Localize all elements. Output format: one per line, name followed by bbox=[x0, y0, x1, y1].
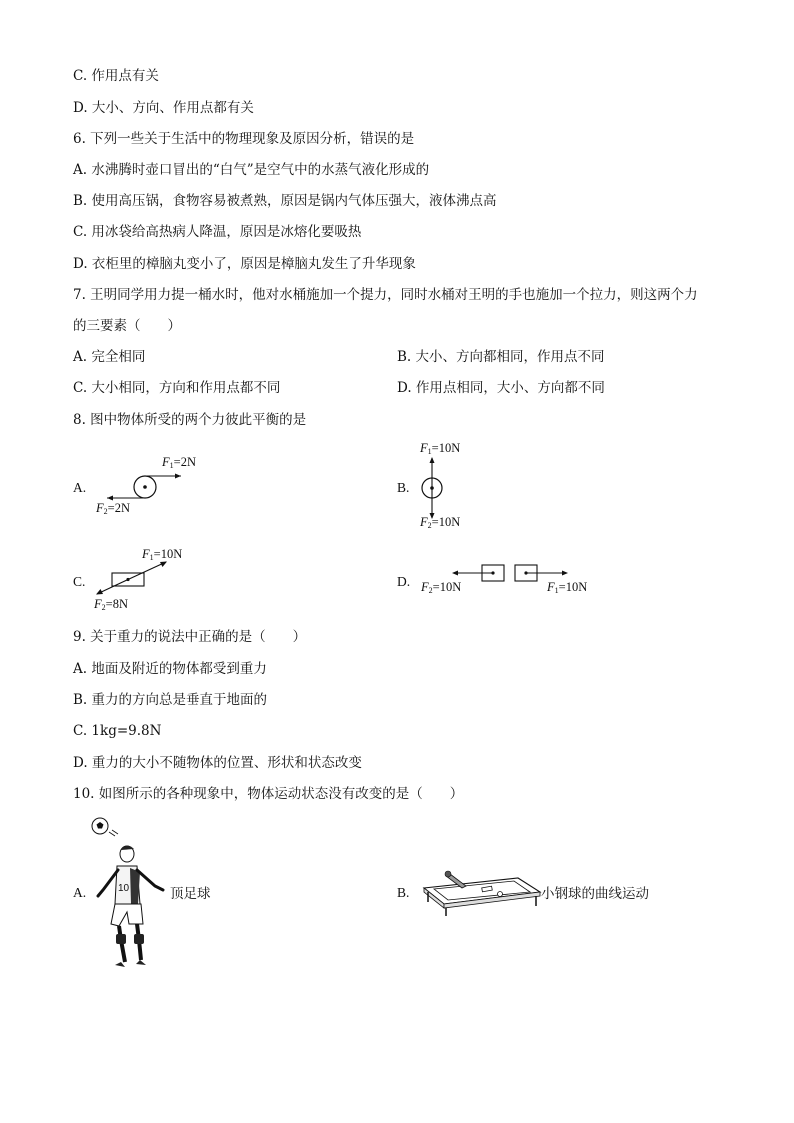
steel-ball bbox=[498, 892, 503, 897]
q6-option-b: B. 使用高压锅，食物容易被煮熟，原因是锅内气体压强大，液体沸点高 bbox=[73, 193, 497, 209]
q7-option-b: B. 大小、方向都相同，作用点不同 bbox=[397, 349, 605, 365]
q6-option-a: A. 水沸腾时壶口冒出的“白气”是空气中的水蒸气液化形成的 bbox=[73, 162, 430, 178]
q6-option-d: D. 衣柜里的樟脑丸变小了，原因是樟脑丸发生了升华现象 bbox=[73, 256, 416, 272]
q10-label-b: B. bbox=[397, 885, 410, 900]
q9-option-d: D. 重力的大小不随物体的位置、形状和状态改变 bbox=[73, 755, 362, 771]
q10-figure-steel-ball-table bbox=[422, 858, 542, 918]
q8-label-d: D. bbox=[397, 574, 411, 589]
fig-b-f2-label: $F_2=10N$ bbox=[420, 515, 461, 530]
fig-d-f1-label: $F_1=10N$ bbox=[547, 580, 588, 595]
q8-label-c: C. bbox=[73, 574, 86, 589]
q8-stem: 8. 图中物体所受的两个力彼此平衡的是 bbox=[73, 412, 307, 428]
q10-caption-a: 顶足球 bbox=[170, 886, 211, 902]
q8-figure-c bbox=[92, 556, 182, 601]
fig-c-f1-label: $F_1=10N$ bbox=[142, 547, 183, 562]
arrow-head-f1 bbox=[175, 474, 181, 479]
fig-a-f1-label: $F_1=2N$ bbox=[162, 455, 196, 470]
q9-option-c: C. 1kg=9.8N bbox=[73, 723, 162, 739]
arrow-head-f2 bbox=[452, 571, 458, 576]
fig-d-f2-label: $F_2=10N$ bbox=[421, 580, 462, 595]
q8-label-b: B. bbox=[397, 480, 410, 495]
q9-stem: 9. 关于重力的说法中正确的是（ ） bbox=[73, 629, 307, 645]
q9-option-a: A. 地面及附近的物体都受到重力 bbox=[73, 661, 267, 677]
q6-option-c: C. 用冰袋给高热病人降温，原因是冰熔化要吸热 bbox=[73, 224, 362, 240]
q5-option-d: D. 大小、方向、作用点都有关 bbox=[73, 100, 254, 116]
q7-option-c: C. 大小相同，方向和作用点都不同 bbox=[73, 380, 281, 396]
q7-option-d: D. 作用点相同，大小、方向都不同 bbox=[397, 380, 605, 396]
arrow-head-f1 bbox=[562, 571, 568, 576]
q7-option-a: A. 完全相同 bbox=[73, 349, 146, 365]
fig-a-f2-label: $F_2=2N$ bbox=[96, 501, 130, 516]
q10-label-a: A. bbox=[73, 885, 87, 900]
q6-stem: 6. 下列一些关于生活中的物理现象及原因分析，错误的是 bbox=[73, 131, 415, 147]
q7-stem-line1: 7. 王明同学用力提一桶水时，他对水桶施加一个提力，同时水桶对王明的手也施加一个拉力，则这两个力 bbox=[73, 287, 698, 303]
q8-label-a: A. bbox=[73, 480, 87, 495]
q10-figure-heading-ball bbox=[85, 812, 175, 972]
arrow-head-f1 bbox=[430, 457, 435, 463]
fig-c-f2-label: $F_2=8N$ bbox=[94, 597, 128, 612]
q7-stem-line2: 的三要素（ ） bbox=[73, 318, 181, 334]
q9-option-b: B. 重力的方向总是垂直于地面的 bbox=[73, 692, 268, 708]
q10-stem: 10. 如图所示的各种现象中，物体运动状态没有改变的是（ ） bbox=[73, 786, 464, 802]
fig-b-f1-label: $F_1=10N$ bbox=[420, 441, 461, 456]
jersey-number: 10 bbox=[118, 883, 130, 894]
q5-option-c: C. 作用点有关 bbox=[73, 68, 159, 84]
arrow-head-f2 bbox=[107, 496, 113, 501]
center-dot bbox=[143, 485, 147, 489]
q10-caption-b: 小钢球的曲线运动 bbox=[541, 886, 649, 902]
